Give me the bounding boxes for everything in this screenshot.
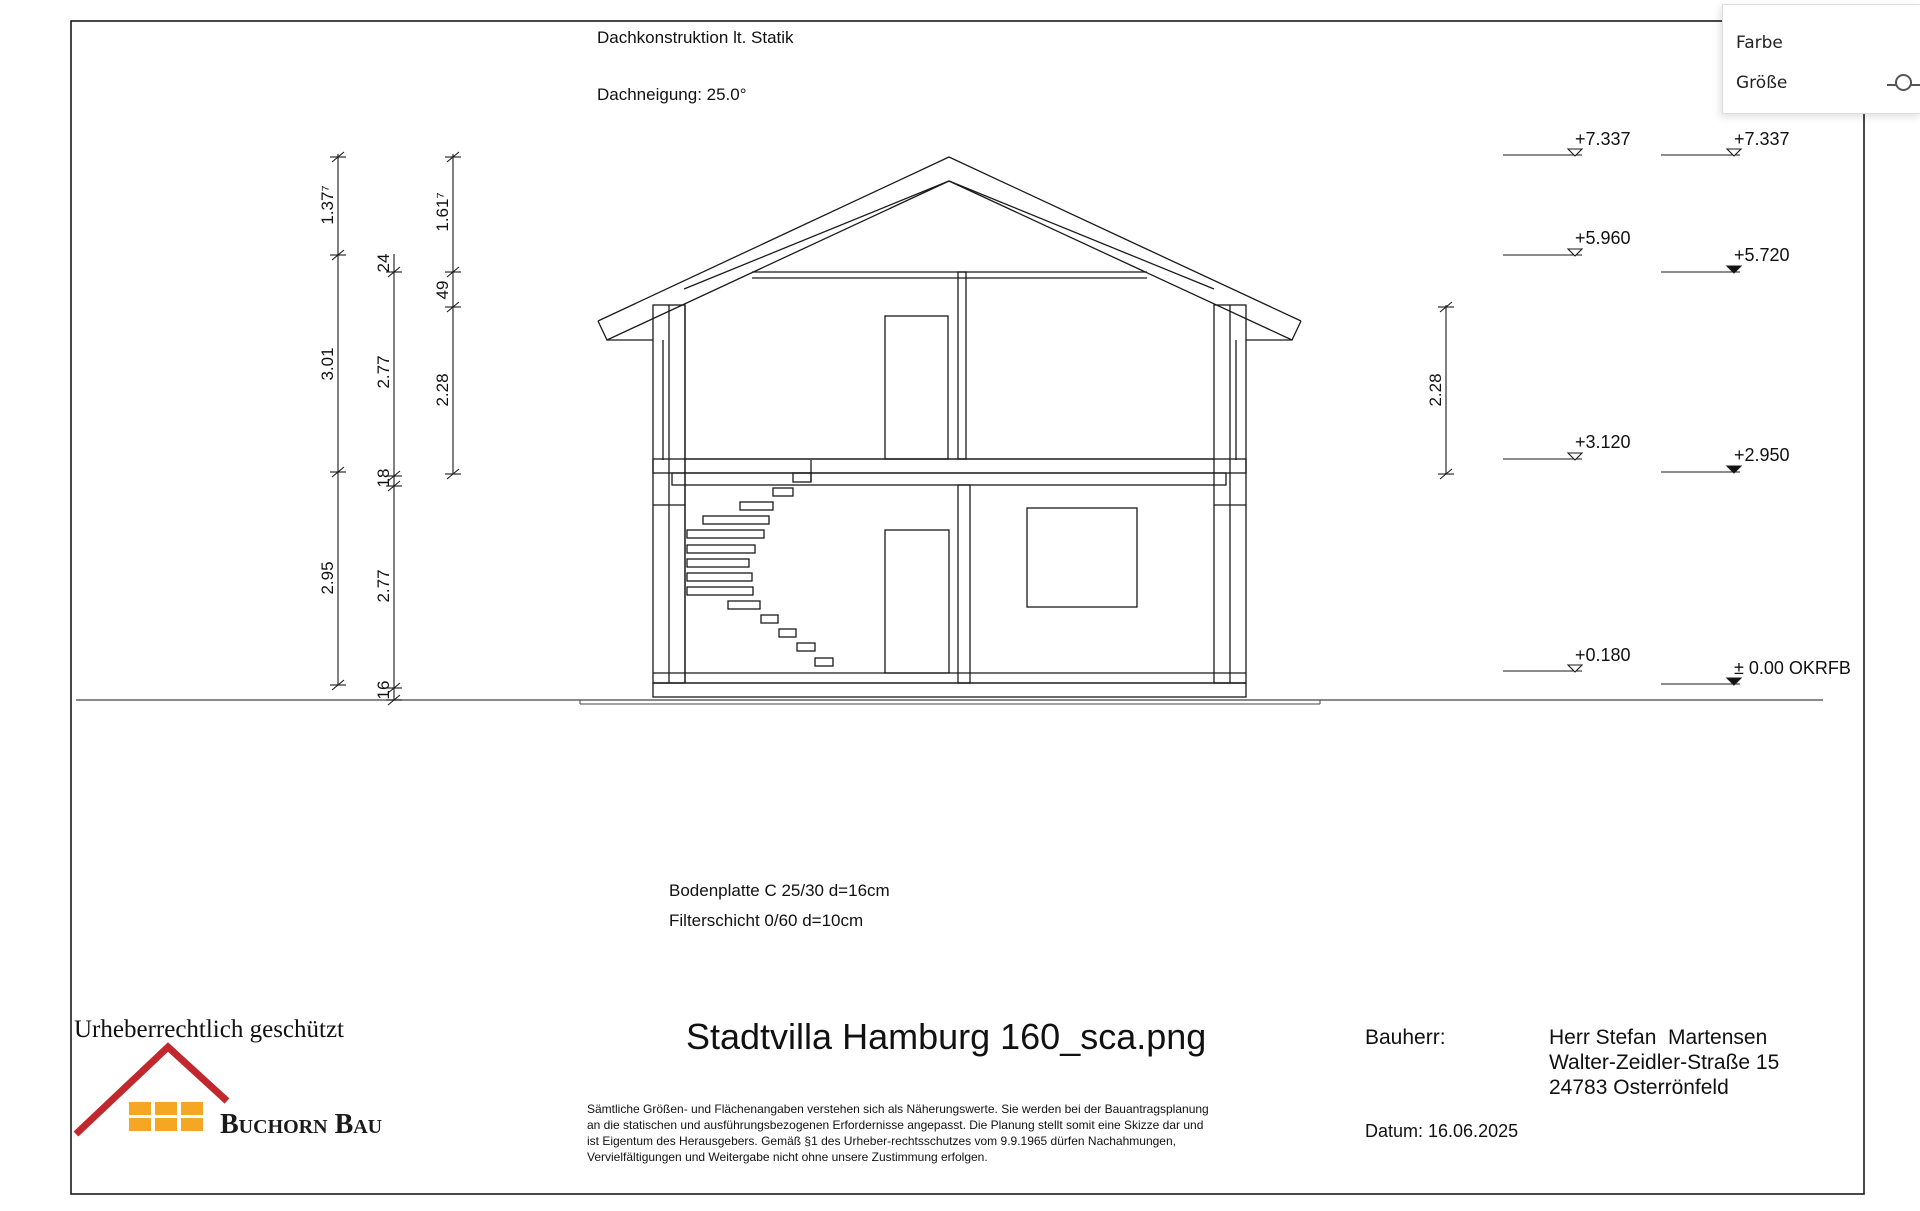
company-logo bbox=[76, 1047, 382, 1140]
disclaimer-line: ist Eigentum des Herausgebers. Gemäß §1 des Urheber-rechtsschutzes vom 9.9.1965 dürfen Nachahmungen, bbox=[587, 1134, 1176, 1148]
slab-note: Bodenplatte C 25/30 d=16cm bbox=[669, 881, 890, 900]
color-option[interactable]: Farbe bbox=[1736, 33, 1783, 53]
disclaimer-line: Sämtliche Größen- und Flächenangaben verstehen sich als Näherungswerte. Sie werden bei der Bauantragsplanung bbox=[587, 1102, 1209, 1116]
dim-label: 18 bbox=[374, 468, 393, 488]
dim-label: 24 bbox=[374, 253, 393, 273]
level-label: +0.180 bbox=[1575, 645, 1631, 665]
client-line: Herr Stefan Martensen bbox=[1549, 1026, 1768, 1049]
level-label: +7.337 bbox=[1575, 129, 1631, 149]
client-address bbox=[1549, 1026, 1779, 1099]
level-label: +7.337 bbox=[1734, 129, 1790, 149]
level-label: ± 0.00 OKRFB bbox=[1734, 658, 1851, 678]
roof-structure-note: Dachkonstruktion lt. Statik bbox=[597, 28, 794, 47]
dim-label: 1.61⁷ bbox=[433, 192, 452, 232]
dimension-chains bbox=[330, 152, 1454, 705]
dimension-labels bbox=[318, 185, 1445, 699]
date-label: Datum: 16.06.2025 bbox=[1365, 1121, 1519, 1141]
dim-label: 1.37⁷ bbox=[318, 185, 337, 225]
disclaimer bbox=[587, 1102, 1209, 1164]
client-line: 24783 Osterrönfeld bbox=[1549, 1076, 1729, 1099]
dim-label: 2.95 bbox=[318, 561, 337, 595]
disclaimer-line: an die statischen und ausführungsbezogenen Erfordernisse angepasst. Die Planung stellt somit eine Skizze dar und bbox=[587, 1118, 1204, 1132]
filter-layer-note: Filterschicht 0/60 d=10cm bbox=[669, 911, 864, 930]
disclaimer-line: Vervielfältigungen und Weitergabe nicht ohne unsere Zustimmung erfolgen. bbox=[587, 1150, 988, 1164]
company-name: Buchorn Bau bbox=[220, 1109, 383, 1140]
level-label: +5.720 bbox=[1734, 245, 1790, 265]
size-option-label: Größe bbox=[1736, 73, 1788, 93]
house-section bbox=[598, 157, 1301, 697]
level-labels bbox=[1575, 129, 1851, 678]
level-label: +5.960 bbox=[1575, 228, 1631, 248]
style-panel bbox=[1722, 4, 1920, 114]
roof-pitch-note: Dachneigung: 25.0° bbox=[597, 85, 747, 104]
size-slider[interactable] bbox=[1887, 74, 1920, 94]
dim-label: 16 bbox=[374, 680, 393, 700]
dim-label: 2.77 bbox=[374, 355, 393, 389]
dim-label: 2.28 bbox=[433, 373, 452, 407]
dim-label: 49 bbox=[433, 280, 452, 300]
dim-label: 2.28 bbox=[1426, 373, 1445, 407]
level-label: +2.950 bbox=[1734, 445, 1790, 465]
client-label: Bauherr: bbox=[1365, 1026, 1446, 1049]
slider-knob[interactable] bbox=[1895, 74, 1912, 91]
dim-label: 3.01 bbox=[318, 347, 337, 381]
level-label: +3.120 bbox=[1575, 432, 1631, 452]
dim-label: 2.77 bbox=[374, 569, 393, 603]
client-line: Walter-Zeidler-Straße 15 bbox=[1549, 1051, 1780, 1074]
copyright-note: Urheberrechtlich geschützt bbox=[74, 1016, 345, 1043]
drawing-title: Stadtvilla Hamburg 160_sca.png bbox=[686, 1016, 1207, 1057]
